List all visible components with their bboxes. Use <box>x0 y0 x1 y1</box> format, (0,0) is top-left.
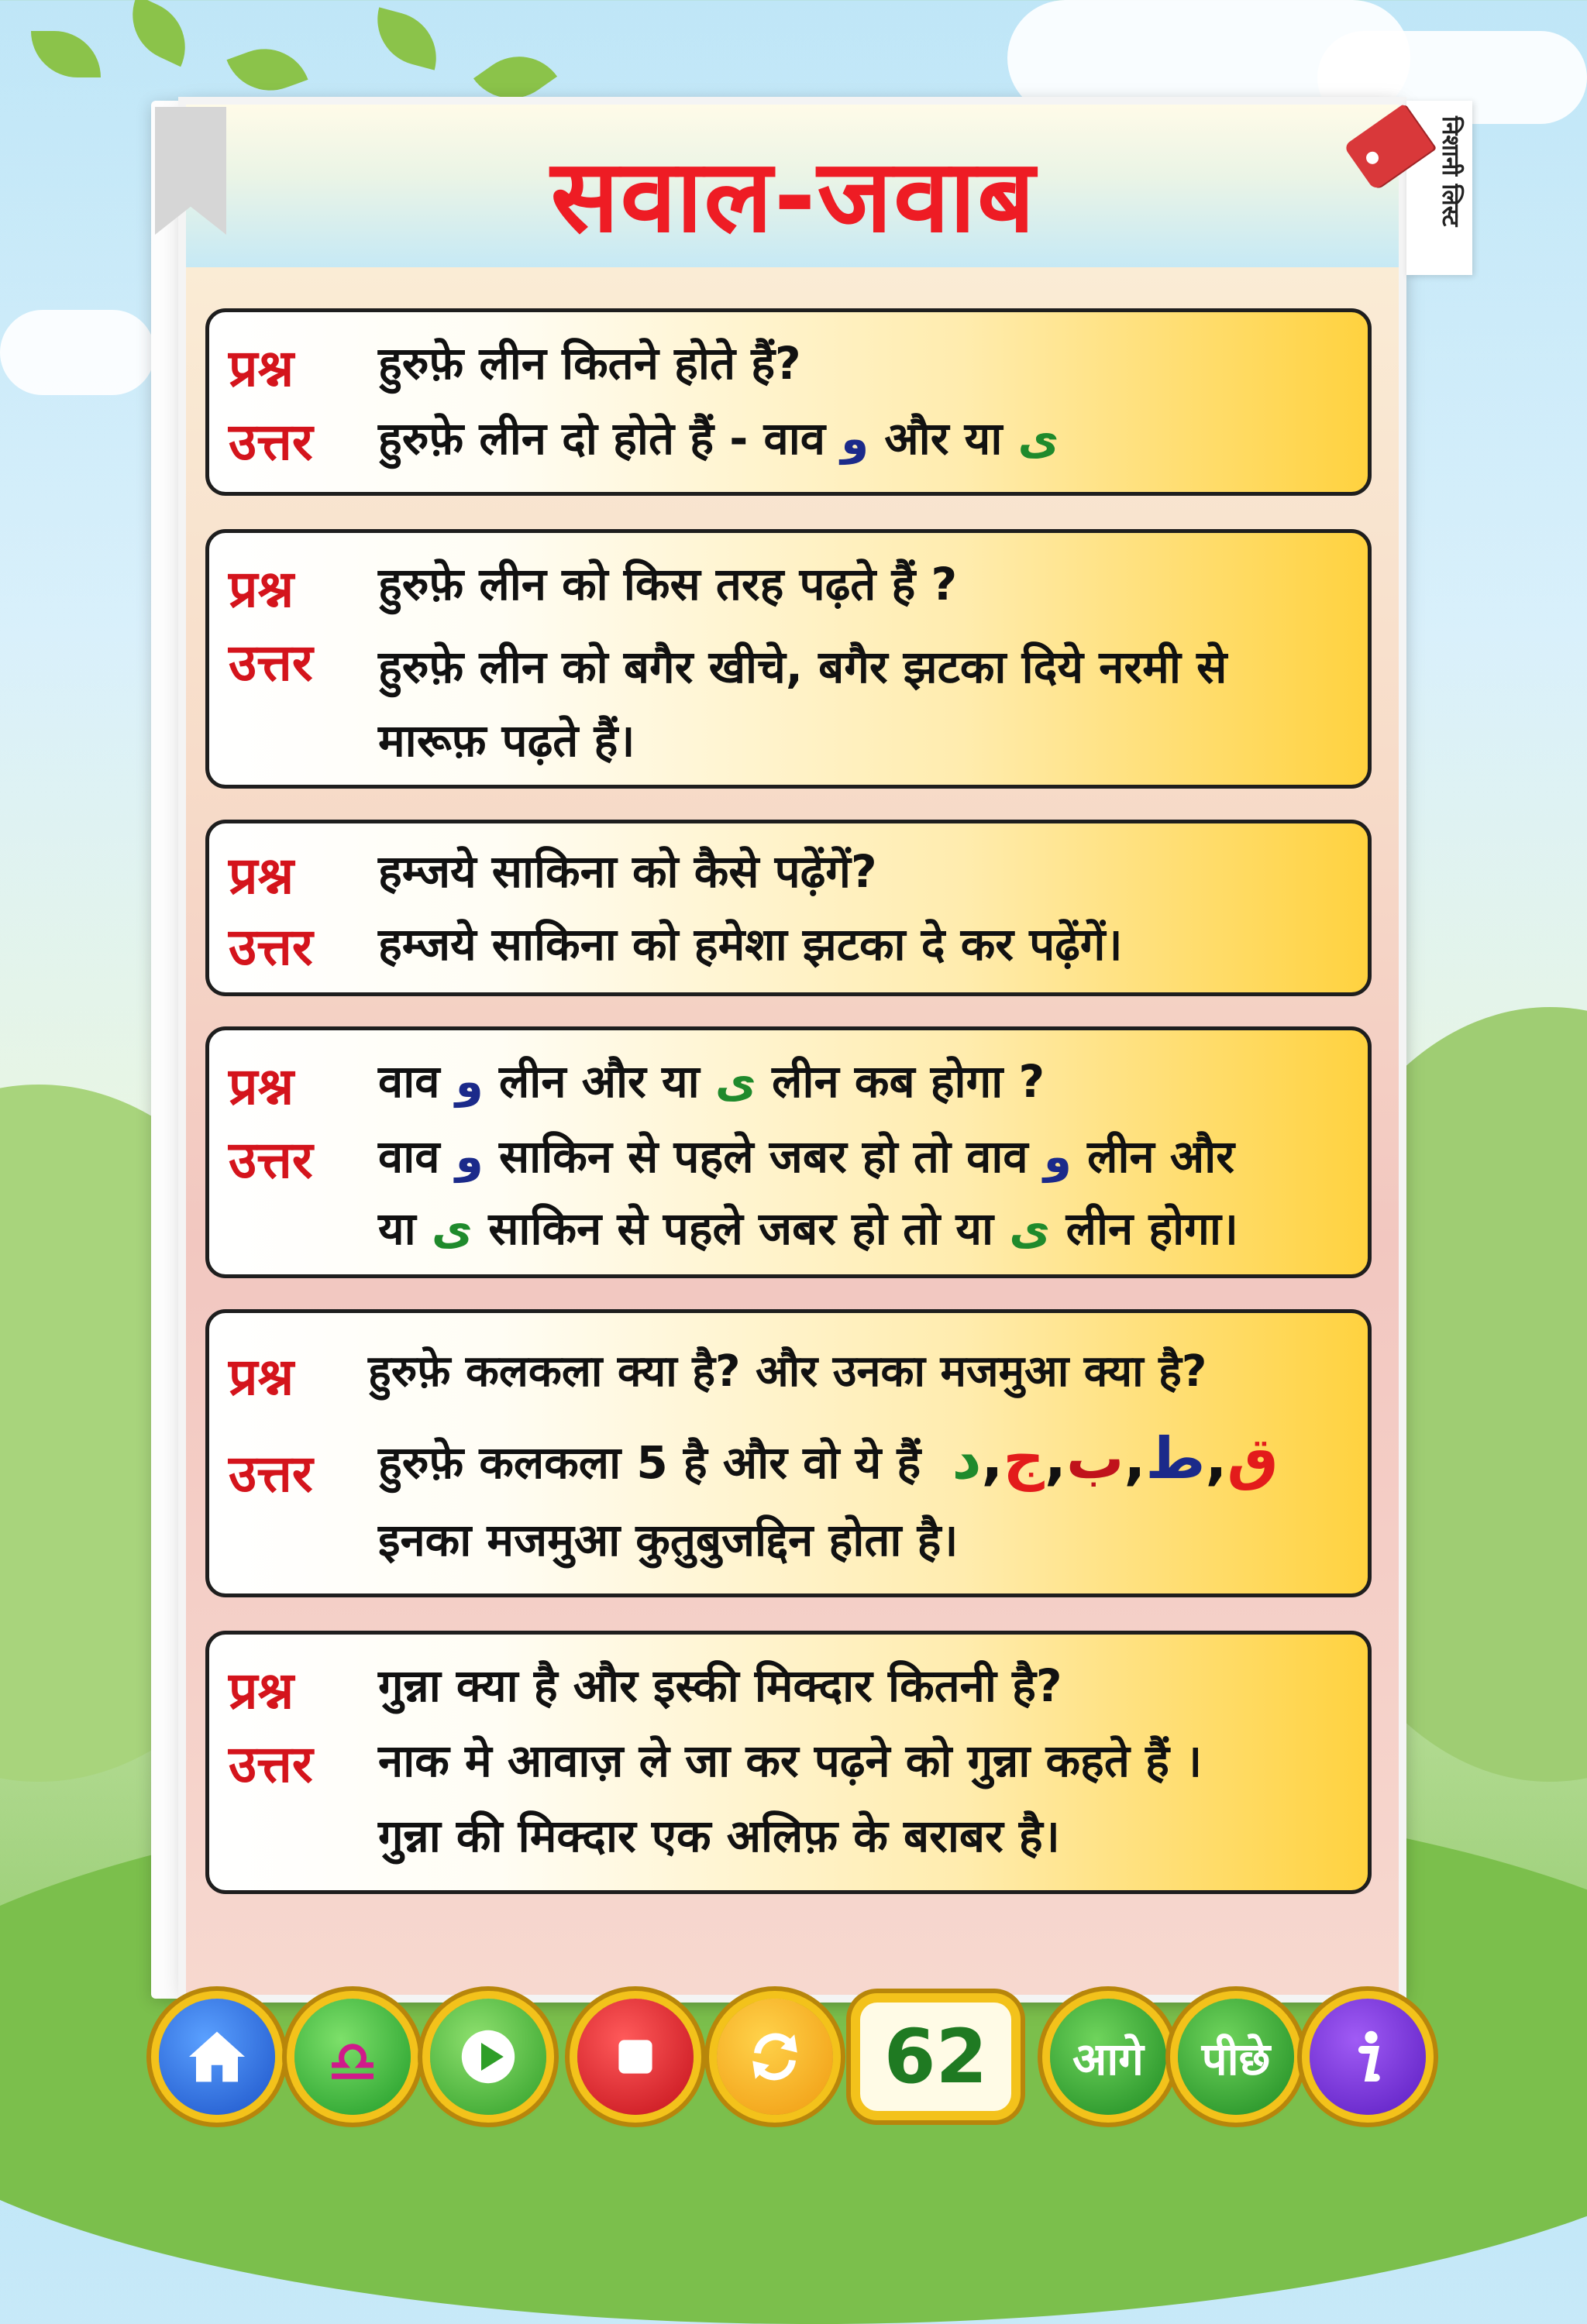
arabic-letter-tta: ط <box>1145 1425 1206 1492</box>
answer-text-line1: नाक मे आवाज़ ले जा कर पढ़ने को गुन्ना कहते हैं । <box>378 1734 1203 1787</box>
arabic-letter-waw: و <box>1043 1130 1072 1183</box>
play-icon <box>453 2022 523 2092</box>
answer-text-line2: मारूफ़ पढ़ते हैं। <box>378 714 635 767</box>
bookmark-list-label: निशानी लिस्ट <box>1437 116 1464 227</box>
arabic-letter-ya: ی <box>714 1055 756 1108</box>
question-label: प्रश्न <box>229 1057 294 1116</box>
libra-icon <box>318 2022 387 2092</box>
answer-text-line2: इनका मजमुआ कुतुबुजद्दिन होता है। <box>378 1514 959 1566</box>
home-button[interactable] <box>159 1999 275 2115</box>
arabic-letter-ya: ی <box>431 1202 473 1255</box>
background-leaf <box>226 36 308 103</box>
arabic-letter-waw: و <box>841 412 869 465</box>
question-text: हुरुफ़े लीन को किस तरह पढ़ते हैं ? <box>378 558 958 610</box>
play-button[interactable] <box>430 1999 546 2115</box>
arabic-letter-waw: و <box>455 1130 484 1183</box>
stop-button[interactable] <box>577 1999 694 2115</box>
info-icon <box>1333 2022 1403 2092</box>
arabic-letter-jeem: ج <box>1003 1425 1045 1492</box>
answer-text-line2: गुन्ना की मिक्दार एक अलिफ़ के बराबर है। <box>378 1810 1060 1862</box>
stop-icon <box>601 2022 670 2092</box>
qa-card-4 <box>205 1026 1372 1278</box>
answer-label: उत्तर <box>229 1130 313 1190</box>
qa-card-2 <box>205 529 1372 789</box>
arabic-letter-ya: ی <box>1017 412 1059 465</box>
previous-button[interactable] <box>1178 1999 1294 2115</box>
question-label: प्रश्न <box>229 1661 294 1721</box>
page-number: 62 <box>860 2003 1011 2111</box>
question-text: हुरुफ़े कलकला क्या है? और उनका मजमुआ क्या है? <box>368 1346 1207 1397</box>
arabic-letter-qaf: ق <box>1227 1425 1279 1492</box>
qa-card-3 <box>205 820 1372 996</box>
qa-card-6 <box>205 1631 1372 1894</box>
answer-label: उत्तर <box>229 917 313 977</box>
answer-label: उत्तर <box>229 1444 313 1504</box>
question-text: हम्जये साकिना को कैसे पढ़ेंगें? <box>378 845 877 898</box>
answer-text-line1: हुरुफ़े लीन को बगैर खीचे, बगैर झटका दिये नरमी से <box>378 641 1227 693</box>
question-text: वाव و लीन और या ی लीन कब होगा ? <box>378 1055 1045 1108</box>
question-label: प्रश्न <box>229 559 294 619</box>
previous-label: पीछे <box>1201 2032 1271 2085</box>
background-cloud <box>0 310 155 395</box>
arabic-letter-ya: ی <box>1009 1202 1051 1255</box>
answer-label: उत्तर <box>229 1734 313 1794</box>
question-text: हुरुफ़े लीन कितने होते हैं? <box>378 337 801 390</box>
question-label: प्रश्न <box>229 846 294 906</box>
background-leaf <box>118 0 201 67</box>
repeat-button[interactable] <box>717 1999 833 2115</box>
arabic-letter-waw: و <box>455 1055 484 1108</box>
question-label: प्रश्न <box>229 339 294 398</box>
settings-button[interactable] <box>294 1999 411 2115</box>
answer-label: उत्तर <box>229 633 313 693</box>
info-button[interactable] <box>1310 1999 1426 2115</box>
answer-text-line2: या ی साकिन से पहले जबर हो तो या ی लीन होगा। <box>378 1202 1238 1255</box>
page-title: सवाल-जवाब <box>550 137 1037 255</box>
answer-text-line1: हुरुफ़े कलकला 5 है और वो ये हैं ق,ط,ب,ج,د <box>378 1425 1279 1492</box>
answer-text-line1: वाव و साकिन से पहले जबर हो तो वाव و लीन और <box>378 1130 1234 1183</box>
next-button[interactable] <box>1050 1999 1166 2115</box>
answer-text: हुरुफ़े लीन दो होते हैं - वाव و और या ی <box>378 412 1059 465</box>
qa-card-1 <box>205 308 1372 496</box>
arabic-letter-dal: د <box>952 1425 982 1492</box>
arabic-letter-ba: ب <box>1066 1425 1124 1492</box>
answer-label: उत्तर <box>229 412 313 472</box>
background-leaf <box>31 31 101 77</box>
question-text: गुन्ना क्या है और इस्की मिक्दार कितनी है? <box>378 1659 1062 1712</box>
answer-text: हम्जये साकिना को हमेशा झटका दे कर पढ़ेंगें। <box>378 918 1123 971</box>
qa-card-5 <box>205 1309 1372 1597</box>
next-label: आगे <box>1072 2032 1144 2085</box>
background-leaf <box>367 7 446 70</box>
home-icon <box>182 2022 252 2092</box>
repeat-icon <box>740 2022 810 2092</box>
question-label: प्रश्न <box>229 1347 294 1407</box>
